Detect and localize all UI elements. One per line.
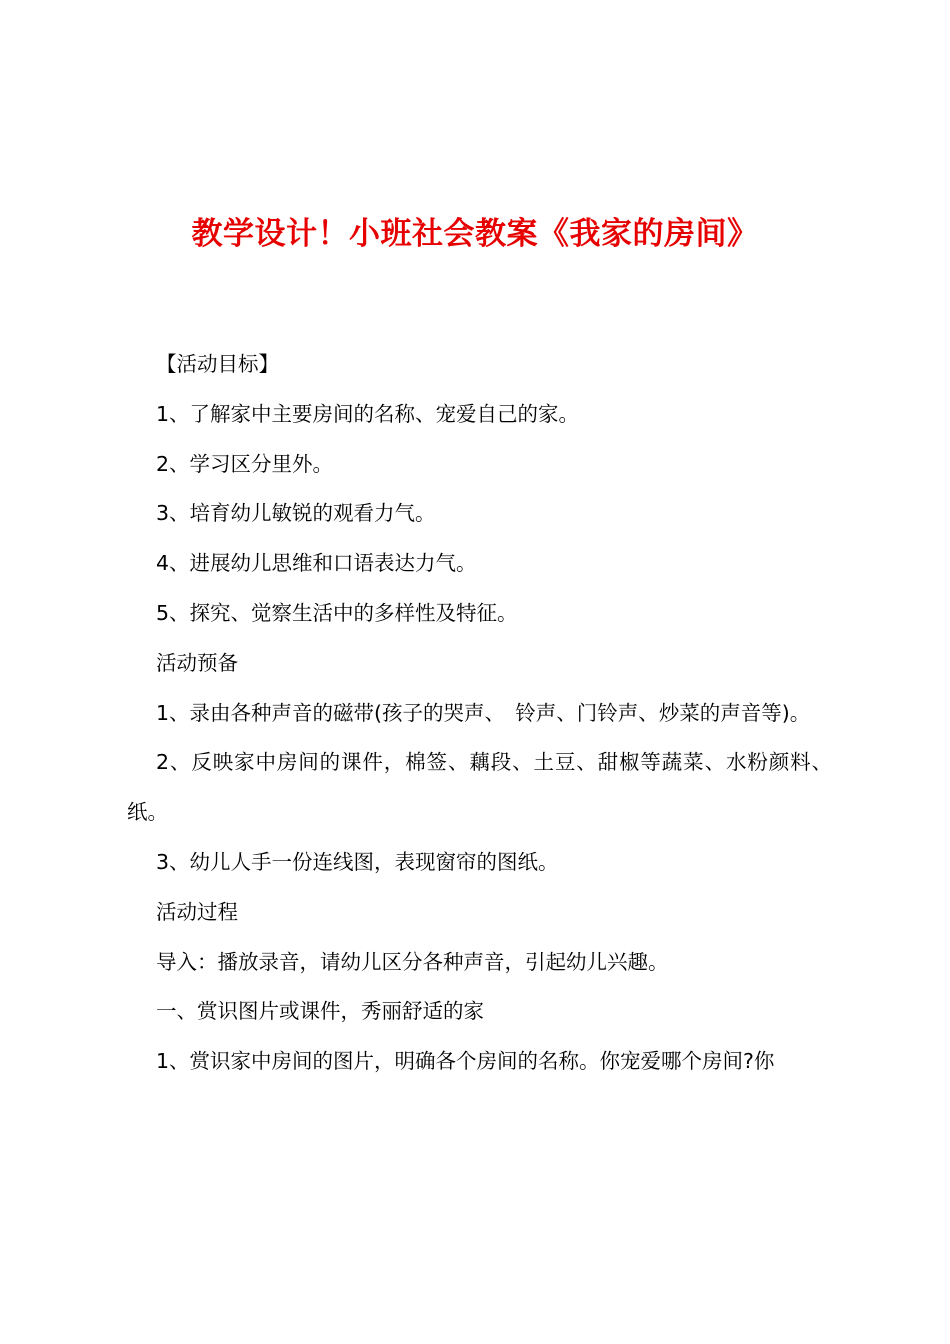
process-step-item-1: 1、赏识家中房间的图片，明确各个房间的名称。你宠爱哪个房间?你 xyxy=(156,1049,775,1074)
process-step-heading-1: 一、赏识图片或课件，秀丽舒适的家 xyxy=(156,999,484,1024)
preparation-item-3: 3、幼儿人手一份连线图，表现窗帘的图纸。 xyxy=(156,849,559,874)
document-body xyxy=(127,340,832,1087)
process-intro: 导入：播放录音，请幼儿区分各种声音，引起幼儿兴趣。 xyxy=(156,949,669,974)
preparation-item-2: 2、反映家中房间的课件，棉签、藕段、土豆、甜椒等蔬菜、水粉颜料、纸。 xyxy=(127,750,832,825)
goal-item-2: 2、学习区分里外。 xyxy=(156,451,334,476)
section-heading-process: 活动过程 xyxy=(156,899,238,924)
goal-item-5: 5、探究、觉察生活中的多样性及特征。 xyxy=(156,600,518,625)
section-heading-goals: 【活动目标】 xyxy=(156,352,279,376)
section-heading-preparation: 活动预备 xyxy=(156,650,238,675)
goal-item-3: 3、培育幼儿敏锐的观看力气。 xyxy=(156,501,436,526)
document-title: 教学设计！小班社会教案《我家的房间》 xyxy=(191,216,759,252)
goal-item-4: 4、进展幼儿思维和口语表达力气。 xyxy=(156,551,477,576)
preparation-item-1: 1、录由各种声音的磁带(孩子的哭声、 铃声、门铃声、炒菜的声音等)。 xyxy=(156,700,811,725)
goal-item-1: 1、了解家中主要房间的名称、宠爱自己的家。 xyxy=(156,401,580,426)
